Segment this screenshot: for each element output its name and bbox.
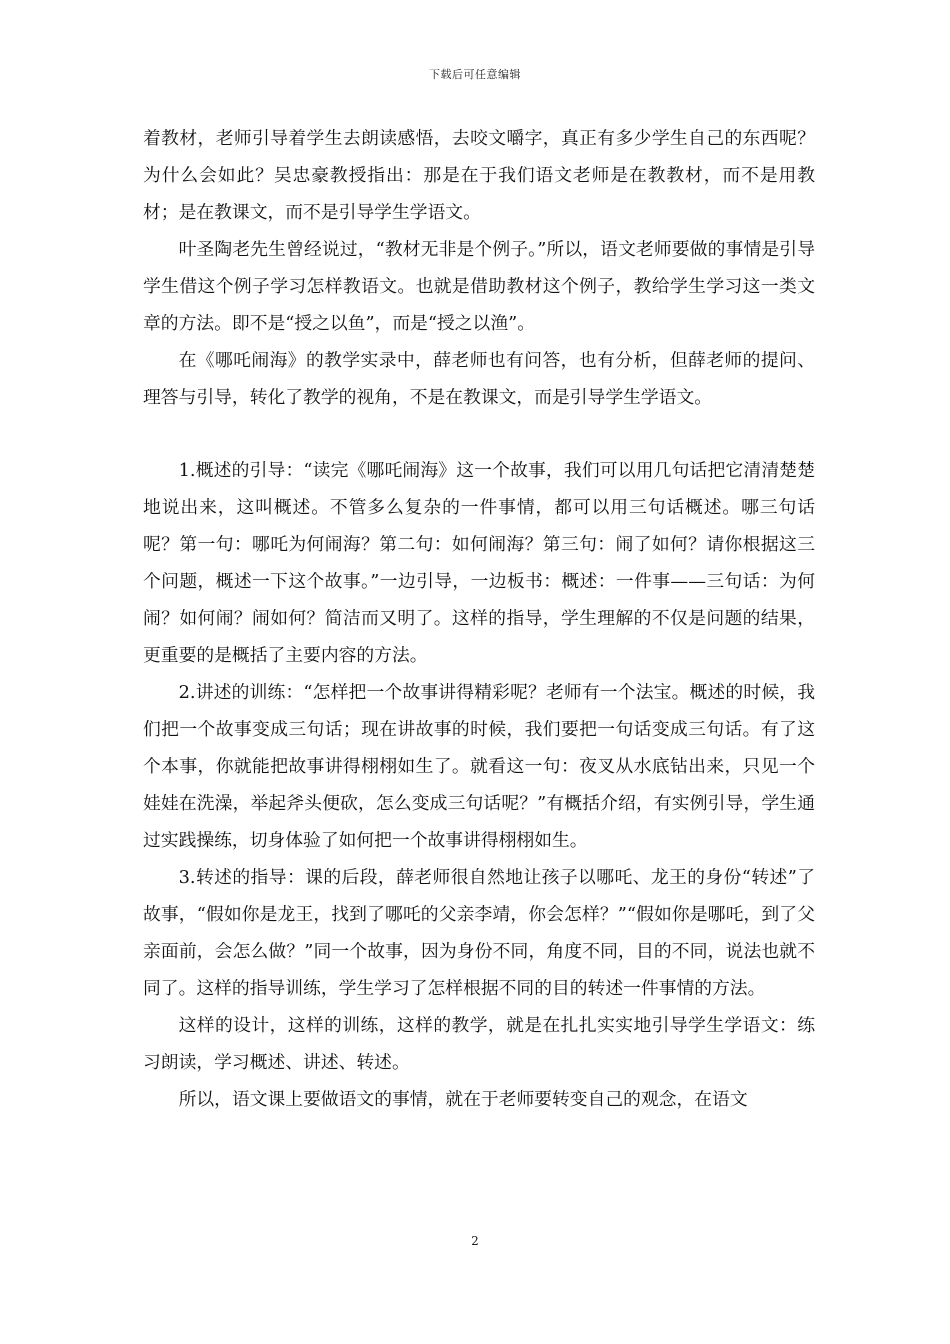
paragraph-ye-shengtao-quote: 叶圣陶老先生曾经说过，“教材无非是个例子。”所以，语文老师要做的事情是引导学生借这个例子学习怎样教语文。也就是借助教材这个例子，教给学生学习这一类文章的方法。即不是“授之以鱼”，而是“授之以渔”。 bbox=[143, 239, 815, 334]
paragraph-nezha-intro: 在《哪吒闹海》的教学实录中，薛老师也有问答，也有分析，但薛老师的提问、理答与引导，转化了教学的视角，不是在教课文，而是引导学生学语文。 bbox=[143, 350, 815, 408]
paragraph-point-2-narration: 2.讲述的训练：“怎样把一个故事讲得精彩呢？老师有一个法宝。概述的时候，我们把一个故事变成三句话；现在讲故事的时候，我们要把一句话变成三句话。有了这个本事，你就能把故事讲得栩栩如生了。就看这一句：夜叉从水底钻出来，只见一个娃娃在洗澡，举起斧头便砍，怎么变成三句话呢？”有概括介绍，有实例引导，学生通过实践操练，切身体验了如何把一个故事讲得栩栩如生。 bbox=[143, 682, 815, 851]
page-header: 下载后可任意编辑 bbox=[429, 68, 521, 81]
document-body bbox=[143, 120, 815, 1118]
page-number: 2 bbox=[471, 1234, 479, 1248]
paragraph-conclusion: 所以，语文课上要做语文的事情，就在于老师要转变自己的观念，在语文 bbox=[178, 1089, 748, 1110]
paragraph-point-1-summary: 1.概述的引导：“读完《哪吒闹海》这一个故事，我们可以用几句话把它清清楚楚地说出来，这叫概述。不管多么复杂的一件事情，都可以用三句话概述。哪三句话呢？第一句：哪吒为何闹海？第二句：如何闹海？第三句：闹了如何？请你根据这三个问题，概述一下这个故事。”一边引导，一边板书：概述：一件事——三句话：为何闹？如何闹？闹如何？简洁而又明了。这样的指导，学生理解的不仅是问题的结果，更重要的是概括了主要内容的方法。 bbox=[143, 460, 815, 666]
paragraph-point-3-retelling: 3.转述的指导：课的后段，薛老师很自然地让孩子以哪吒、龙王的身份“转述”了故事，“假如你是龙王，找到了哪吒的父亲李靖，你会怎样？”“假如你是哪吒，到了父亲面前，会怎么做？”同一个故事，因为身份不同，角度不同，目的不同，说法也就不同了。这样的指导训练，学生学习了怎样根据不同的目的转述一件事情的方法。 bbox=[143, 867, 815, 999]
paragraph-design-summary: 这样的设计，这样的训练，这样的教学，就是在扎扎实实地引导学生学语文：练习朗读，学习概述、讲述、转述。 bbox=[143, 1015, 815, 1073]
paragraph-continuation: 着教材，老师引导着学生去朗读感悟，去咬文嚼字，真正有多少学生自己的东西呢？为什么会如此？吴忠豪教授指出：那是在于我们语文老师是在教教材，而不是用教材；是在教课文，而不是引导学生学语文。 bbox=[143, 128, 815, 223]
